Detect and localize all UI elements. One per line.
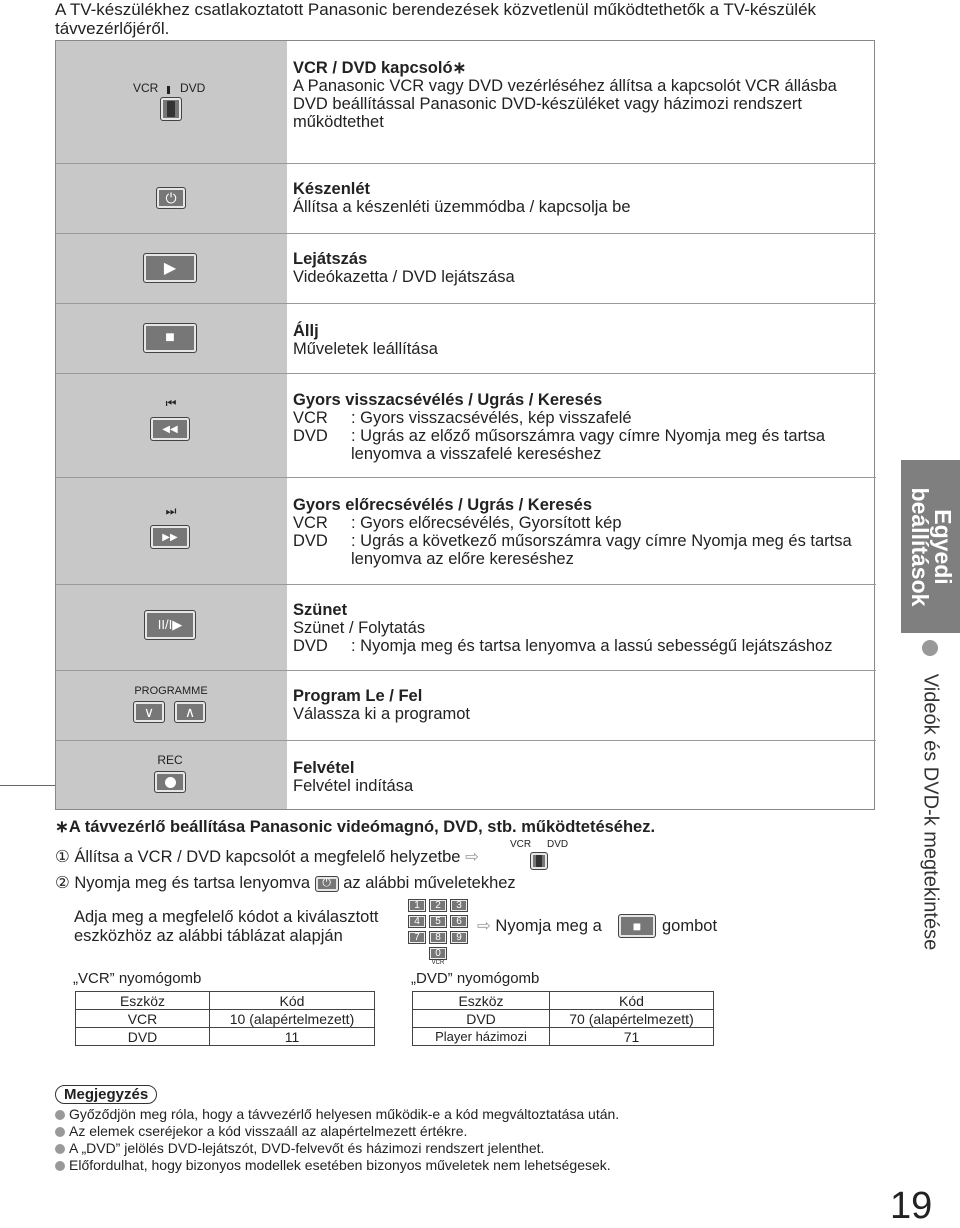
setup-code-text: Adja meg a megfelelő kódot a kiválasztott eszközhöz az alábbi táblázat alapján: [74, 908, 379, 945]
table-row: DVD 11: [76, 1028, 375, 1046]
note-item: Az elemek cseréjekor a kód visszaáll az alapértelmezett értékre.: [55, 1123, 895, 1140]
power-icon: ⏻: [322, 877, 331, 890]
desc-item: VCR : Gyors visszacsévélés, kép visszafelé: [293, 409, 632, 427]
desc-item: DVD : Ugrás az előző műsorszámra vagy címre Nyomja meg és tartsa lenyomva a visszafelé kereséshez: [293, 427, 826, 463]
section-tab-label: Egyedi beállítások: [906, 487, 956, 606]
gombot-text: gombot: [662, 917, 718, 935]
row-programme: [56, 671, 876, 741]
setup-heading: ∗A távvezérlő beállítása Panasonic videómagnó, DVD, stb. működtetéséhez.: [55, 818, 656, 836]
row-title: Állj: [293, 322, 319, 340]
chevron-down-icon: ∨: [143, 703, 155, 720]
row-title: Lejátszás: [293, 250, 368, 268]
key-3: 3: [450, 899, 468, 912]
intro-text: A TV-készülékhez csatlakoztatott Panasonic berendezések közvetlenül működtethetők a TV-készülék távvezérlőjéről.: [55, 0, 817, 38]
key-1: 1: [408, 899, 426, 912]
notes-title: Megjegyzés: [55, 1085, 157, 1104]
vcr-label-small: VCR: [510, 839, 532, 850]
notes-section: [55, 1085, 895, 1174]
key-0: 0: [429, 947, 447, 960]
row-text: Videókazetta / DVD lejátszása: [293, 268, 515, 286]
power-button-small: [315, 876, 339, 892]
dvd-label-small: DVD: [547, 839, 569, 850]
section-dot-icon: [922, 640, 938, 656]
rewind-icon: ◀◀: [162, 423, 178, 435]
key-2: 2: [429, 899, 447, 912]
dvd-label: DVD: [180, 81, 206, 95]
row-record: [56, 741, 876, 811]
table-header-row: Eszköz Kód: [76, 992, 375, 1010]
table-row: DVD 70 (alapértelmezett): [413, 1010, 714, 1028]
table-header-row: Eszköz Kód: [413, 992, 714, 1010]
key-4: 4: [408, 915, 426, 928]
key-7: 7: [408, 931, 426, 944]
fast-forward-icon: ▶▶: [162, 531, 178, 543]
section-label-text: Videók és DVD-k megtekintése: [919, 673, 942, 951]
vcr-dvd-switch-small: [530, 852, 548, 870]
arrow-icon: ⇨: [465, 848, 479, 866]
rec-label: REC: [157, 753, 183, 767]
operations-table: [55, 40, 875, 810]
power-button[interactable]: [156, 187, 186, 209]
table-row: Player házimozi 71: [413, 1028, 714, 1046]
arrow-icon: ⇨: [477, 917, 491, 935]
dvd-code-table: [412, 991, 714, 1046]
setup-step-2: ② Nyomja meg és tartsa lenyomva ⏻ az alábbi műveletekhez: [55, 874, 516, 892]
row-title: Felvétel: [293, 759, 355, 777]
skip-back-icon: ⏮: [165, 396, 177, 410]
row-title: VCR / DVD kapcsoló∗: [293, 59, 467, 77]
row-stop: [56, 304, 876, 374]
row-standby: [56, 164, 876, 234]
switch-knob-icon: [536, 855, 542, 867]
bullet-icon: [55, 1127, 65, 1137]
row-text: DVD beállítással Panasonic DVD-készüléket vagy házimozi rendszert működtethet: [293, 95, 802, 131]
dvd-table-caption: „DVD” nyomógomb: [411, 970, 540, 987]
programme-label: PROGRAMME: [134, 685, 208, 697]
bullet-icon: [55, 1161, 65, 1171]
bullet-icon: [55, 1144, 65, 1154]
pause-icon: II/I▶: [157, 617, 183, 632]
play-icon: ▶: [163, 260, 177, 277]
section-tab[interactable]: [901, 460, 960, 633]
row-title: Program Le / Fel: [293, 687, 423, 705]
row-text: Válassza ki a programot: [293, 705, 470, 723]
stop-icon: ■: [632, 918, 642, 934]
play-button[interactable]: [143, 253, 197, 283]
row-play: [56, 234, 876, 304]
rewind-button[interactable]: [150, 417, 190, 441]
vcr-label: VCR: [133, 81, 159, 95]
row-fast-forward: [56, 478, 876, 585]
bullet-icon: [55, 1110, 65, 1120]
key-5: 5: [429, 915, 447, 928]
row-text: Szünet / Folytatás: [293, 619, 426, 637]
row-title: Szünet: [293, 601, 348, 619]
note-item: Előfordulhat, hogy bizonyos modellek esetében bizonyos műveletek nem lehetségesek.: [55, 1157, 895, 1174]
programme-up-button[interactable]: [174, 701, 206, 723]
key-9: 9: [450, 931, 468, 944]
rec-button[interactable]: [154, 771, 186, 793]
note-item: A „DVD” jelölés DVD-lejátszót, DVD-felvevőt és házimozi rendszert jelenthet.: [55, 1140, 895, 1157]
row-rewind: [56, 374, 876, 478]
vcr-table-caption: „VCR” nyomógomb: [73, 970, 202, 987]
stop-button[interactable]: [143, 323, 197, 353]
key-0-sublabel: VCR: [431, 960, 445, 966]
pause-button[interactable]: [144, 610, 196, 640]
page-number: 19: [890, 1185, 933, 1227]
divider-line: [0, 785, 55, 786]
note-item: Győződjön meg róla, hogy a távvezérlő helyesen működik-e a kód megváltoztatása után.: [55, 1106, 895, 1123]
vcr-dvd-switch[interactable]: [160, 97, 182, 121]
power-icon: ⏻: [165, 189, 177, 206]
switch-notch: [167, 86, 170, 94]
vcr-code-table: [75, 991, 375, 1046]
fast-forward-button[interactable]: [150, 525, 190, 549]
stop-button-small: [618, 914, 656, 938]
switch-knob-icon: [167, 101, 175, 117]
row-text: Állítsa a készenléti üzemmódba / kapcsolja be: [293, 198, 631, 216]
row-pause: [56, 585, 876, 671]
row-title: Gyors előrecsévélés / Ugrás / Keresés: [293, 496, 593, 514]
press-text: ⇨ Nyomja meg a: [477, 917, 602, 935]
desc-item: DVD : Nyomja meg és tartsa lenyomva a lassú sebességű lejátszáshoz: [293, 637, 833, 655]
desc-item: DVD : Ugrás a következő műsorszámra vagy címre Nyomja meg és tartsa lenyomva az előre kereséshez: [293, 532, 852, 568]
key-8: 8: [429, 931, 447, 944]
row-text: Műveletek leállítása: [293, 340, 438, 358]
setup-step-1: ① Állítsa a VCR / DVD kapcsolót a megfelelő helyzetbe ⇨: [55, 848, 479, 866]
row-text: Felvétel indítása: [293, 777, 414, 795]
table-row: VCR 10 (alapértelmezett): [76, 1010, 375, 1028]
row-title: Készenlét: [293, 180, 371, 198]
key-6: 6: [450, 915, 468, 928]
desc-item: VCR : Gyors előrecsévélés, Gyorsított kép: [293, 514, 622, 532]
chevron-up-icon: ∧: [184, 703, 196, 720]
row-title: Gyors visszacsévélés / Ugrás / Keresés: [293, 391, 603, 409]
row-text: A Panasonic VCR vagy DVD vezérléséhez állítsa a kapcsolót VCR állásba: [293, 77, 837, 95]
programme-down-button[interactable]: [133, 701, 165, 723]
row-vcr-dvd-switch: [56, 41, 876, 164]
stop-icon: ■: [165, 329, 175, 346]
skip-forward-icon: ⏭: [165, 504, 177, 518]
record-icon: [165, 777, 176, 788]
